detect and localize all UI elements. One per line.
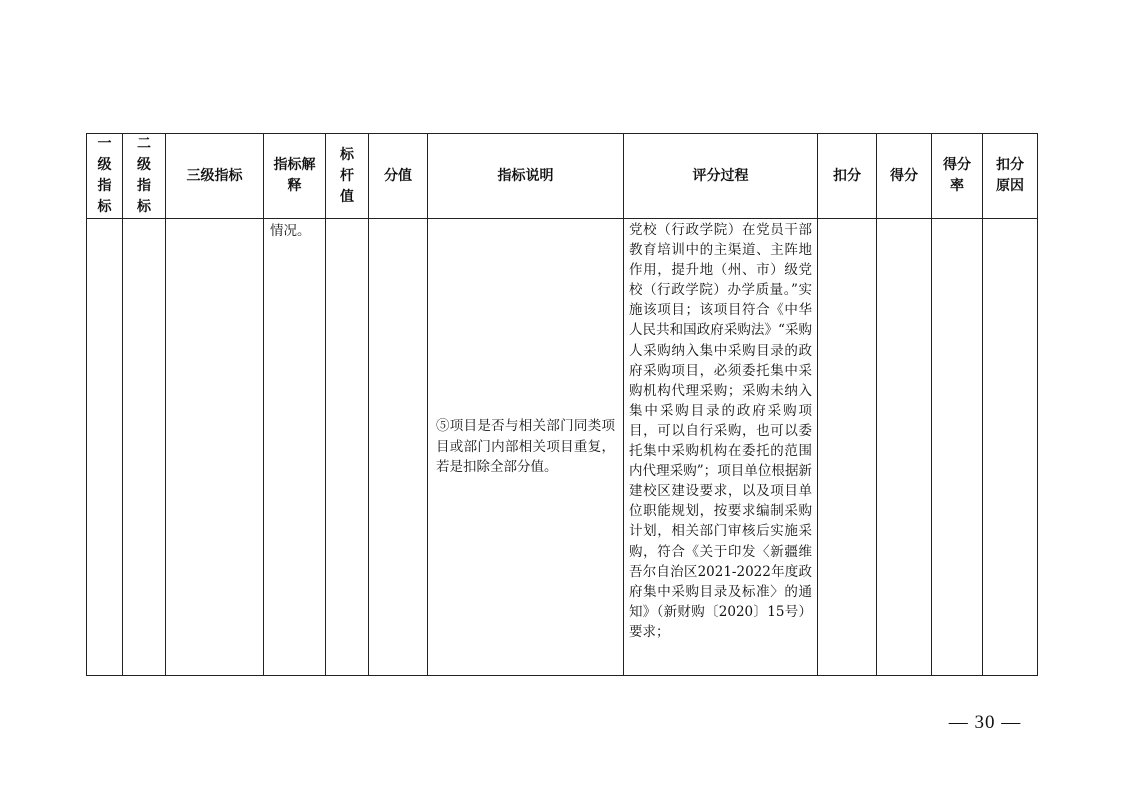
- cell-indicator-explanation: [264, 219, 326, 676]
- header-indicator-description: 指标说明: [428, 134, 624, 219]
- cell-score-rate: [932, 219, 983, 676]
- page-number: — 30 —: [948, 712, 1022, 733]
- header-indicator-explanation: 指标解释: [264, 134, 326, 219]
- header-scoring-process: 评分过程: [624, 134, 818, 219]
- table-row: [87, 219, 1038, 676]
- cell-deduction: [818, 219, 877, 676]
- header-score-rate: 得分率: [932, 134, 983, 219]
- cell-deduction-reason: [983, 219, 1038, 676]
- explanation-text: 情况。: [270, 223, 311, 239]
- cell-score-value: [369, 219, 428, 676]
- header-score-value: 分值: [369, 134, 428, 219]
- cell-scoring-process: [624, 219, 818, 676]
- cell-indicator-description: [428, 219, 624, 676]
- process-text: 党校（行政学院）在党员干部教育培训中的主渠道、主阵地作用，提升地（州、市）级党校（行政学院）办学质量。”实施该项目；该项目符合《中华人民共和国政府采购法》“采购人采购纳入集中采购目录的政府采购项目，必须委托集中采购机构代理采购；采购未纳入集中采购目录的政府采购项目，可以自行采购，也可以委托集中采购机构在委托的范围内代理采购”；项目单位根据新建校区建设要求，以及项目单位职能规划，按要求编制采购计划，相关部门审核后实施采购，符合《关于印发〈新疆维吾尔自治区2021-2022年度政府集中采购目录及标准〉的通知》（新财购〔2020〕15号）要求；: [629, 222, 812, 640]
- header-level1-indicator: 一级指标: [87, 134, 123, 219]
- table-header-row: [87, 134, 1038, 219]
- header-benchmark-value: 标杆值: [326, 134, 369, 219]
- evaluation-table: [86, 133, 1038, 676]
- cell-score: [877, 219, 932, 676]
- header-level3-indicator: 三级指标: [166, 134, 264, 219]
- description-text: ⑤项目是否与相关部门同类项目或部门内部相关项目重复，若是扣除全部分值。: [436, 418, 615, 476]
- cell-level1-indicator: [87, 219, 123, 676]
- cell-benchmark-value: [326, 219, 369, 676]
- cell-level2-indicator: [123, 219, 166, 676]
- header-deduction-reason: 扣分原因: [983, 134, 1038, 219]
- header-level2-indicator: 二级指标: [123, 134, 166, 219]
- cell-level3-indicator: [166, 219, 264, 676]
- header-score: 得分: [877, 134, 932, 219]
- header-deduction: 扣分: [818, 134, 877, 219]
